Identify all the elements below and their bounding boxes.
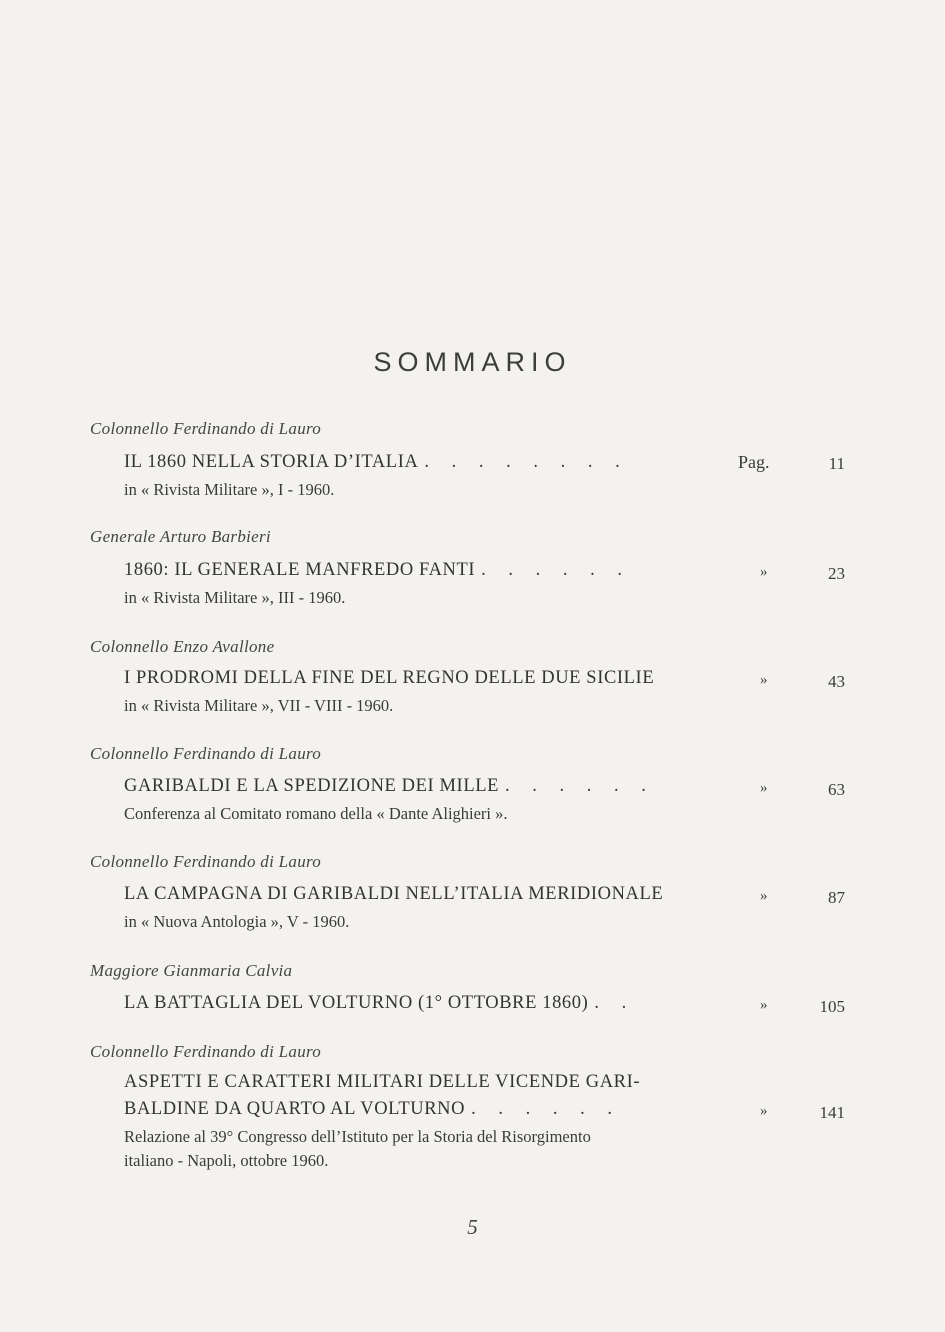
page-ditto-mark: » [760, 1103, 768, 1119]
page-number: 87 [828, 888, 845, 907]
page-number: 63 [828, 780, 845, 799]
page-ditto-mark: » [760, 780, 768, 796]
page-ditto-mark: » [760, 672, 768, 688]
leader-dots: . . [594, 993, 636, 1013]
entry-title-text: ASPETTI E CARATTERI MILITARI DELLE VICENDE GARI- [124, 1072, 641, 1092]
page-ditto-mark: » [760, 997, 768, 1013]
entry-author: Colonnello Ferdinando di Lauro [90, 1042, 322, 1061]
entry-title-text: BALDINE DA QUARTO AL VOLTURNO [124, 1099, 466, 1119]
entry-title-text: IL 1860 NELLA STORIA D’ITALIA [124, 452, 419, 472]
entry-source: italiano - Napoli, ottobre 1960. [124, 1151, 329, 1170]
leader-dots: . . . . . . . . [424, 452, 629, 472]
entry-author: Colonnello Ferdinando di Lauro [90, 852, 322, 871]
entry-author: Colonnello Ferdinando di Lauro [90, 419, 322, 438]
entry-source: in « Rivista Militare », III - 1960. [124, 588, 346, 607]
leader-dots: . . . . . . [471, 1099, 621, 1119]
page-ditto-mark: » [760, 888, 768, 904]
page-title: SOMMARIO [373, 347, 572, 377]
leader-dots: . . . . . . [505, 776, 655, 796]
entry-title-text: GARIBALDI E LA SPEDIZIONE DEI MILLE [124, 776, 500, 796]
entry-title-text: I PRODROMI DELLA FINE DEL REGNO DELLE DUE SICILIE [124, 668, 655, 688]
entry-source: in « Nuova Antologia », V - 1960. [124, 912, 350, 931]
entry-title [124, 882, 663, 906]
entry-title [124, 774, 655, 798]
entry-title-text: 1860: IL GENERALE MANFREDO FANTI [124, 560, 476, 580]
entry-author: Colonnello Ferdinando di Lauro [90, 744, 322, 763]
entry-title [124, 558, 631, 582]
page-folio-number: 5 [467, 1215, 478, 1239]
page-ditto-mark: » [760, 564, 768, 580]
entry-title [124, 666, 654, 690]
entry-source: Conferenza al Comitato romano della « Dante Alighieri ». [124, 804, 508, 823]
entry-source: in « Rivista Militare », I - 1960. [124, 480, 335, 499]
page-number: 105 [819, 997, 845, 1016]
entry-title-text: LA CAMPAGNA DI GARIBALDI NELL’ITALIA MERIDIONALE [124, 884, 664, 904]
entry-author: Colonnello Enzo Avallone [90, 637, 275, 656]
entry-title [124, 450, 629, 474]
page-label: Pag. [738, 452, 770, 472]
entry-author: Generale Arturo Barbieri [90, 527, 271, 546]
page-number: 11 [828, 454, 845, 473]
leader-dots: . . . . . . [481, 560, 632, 580]
page-number: 141 [819, 1103, 845, 1122]
page-number: 23 [828, 564, 845, 583]
entry-title [124, 991, 635, 1015]
entry-source: Relazione al 39° Congresso dell’Istituto per la Storia del Risorgimento [124, 1127, 591, 1146]
entry-title [124, 1070, 640, 1094]
entry-title-text: LA BATTAGLIA DEL VOLTURNO (1° OTTOBRE 1860) [124, 993, 589, 1013]
page-number: 43 [828, 672, 845, 691]
entry-author: Maggiore Gianmaria Calvia [90, 961, 293, 980]
entry-title [124, 1097, 621, 1121]
entry-source: in « Rivista Militare », VII - VIII - 1960. [124, 696, 394, 715]
